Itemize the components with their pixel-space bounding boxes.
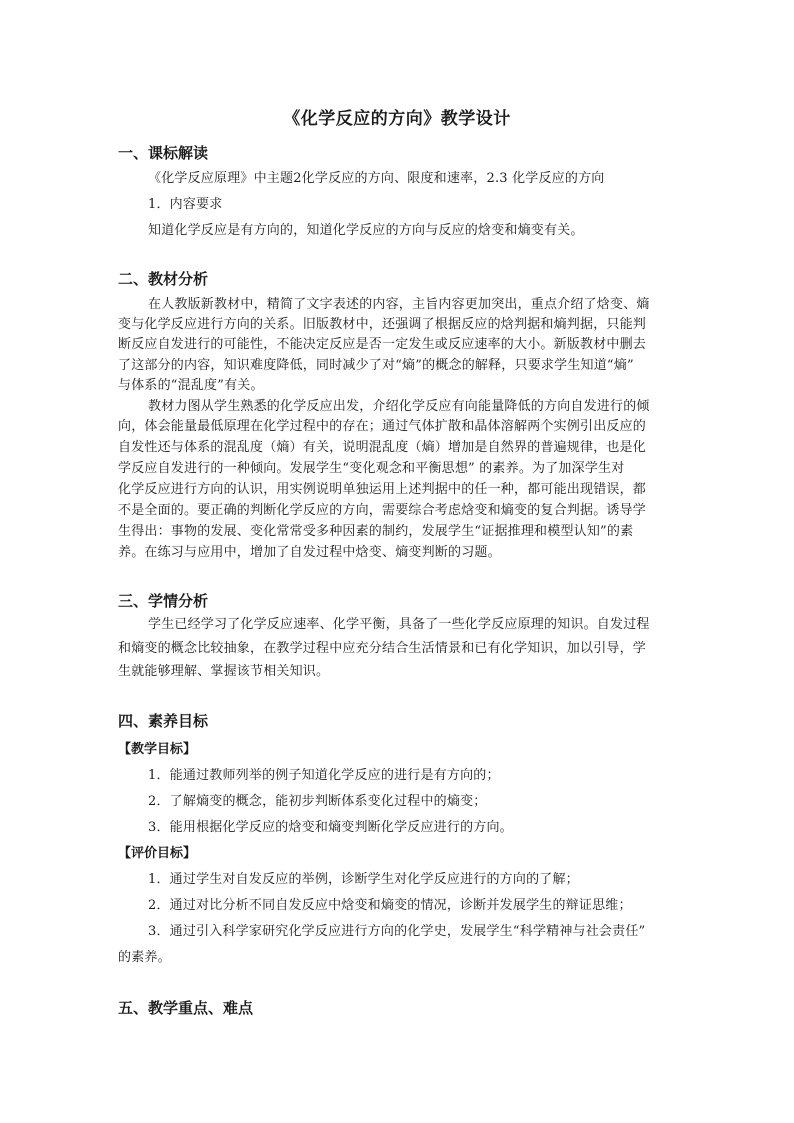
section-1-heading: 一、课标解读 — [118, 144, 209, 162]
paragraph-line: 和熵变的概念比较抽象，在教学过程中应充分结合生活情景和已有化学知识，加以引导，学 — [118, 641, 647, 656]
section-5-heading: 五、教学重点、难点 — [118, 999, 254, 1017]
paragraph-line: 养。在练习与应用中，增加了自发过程中焓变、熵变判断的习题。 — [118, 545, 501, 560]
document-title: 《化学反应的方向》教学设计 — [283, 109, 511, 129]
paragraph-line: 教材力图从学生熟悉的化学反应出发，介绍化学反应有向能量降低的方向自发进行的倾 — [148, 399, 650, 414]
section-4-heading: 四、素养目标 — [118, 712, 209, 730]
goal-item: 3．通过引入科学家研究化学反应进行方向的化学史，发展学生“科学精神与社会责任” — [148, 924, 646, 939]
paragraph-line: 生就能够理解、掌握该节相关知识。 — [118, 664, 330, 679]
paragraph-line: 了这部分的内容，知识难度降低，同时减少了对“熵”的概念的解释，只要求学生知道“熵” — [118, 358, 634, 373]
paragraph-line: 学生已经学习了化学反应速率、化学平衡，具备了一些化学反应原理的知识。自发过程 — [148, 617, 650, 632]
section-1-line: 1．内容要求 — [148, 197, 223, 212]
goal-item: 1．能通过教师列举的例子知道化学反应的进行是有方向的； — [148, 768, 500, 783]
section-1-line: 知道化学反应是有方向的，知道化学反应的方向与反应的焓变和熵变有关。 — [148, 223, 584, 238]
section-3-heading: 三、学情分析 — [118, 592, 209, 610]
paragraph-line: 生得出：事物的发展、变化常常受多种因素的制约，发展学生“证据推理和模型认知”的素 — [118, 524, 634, 539]
goal-item: 2．了解熵变的概念，能初步判断体系变化过程中的熵变； — [148, 794, 487, 809]
paragraph-line: 断反应自发进行的可能性，不能决定反应是否一定发生或反应速率的大小。新版教材中删去 — [118, 337, 647, 352]
paragraph-line: 向，体会能量最低原理在化学过程中的存在；通过气体扩散和晶体溶解两个实例引出反应的 — [118, 419, 647, 434]
goal-item: 3．能用根据化学反应的焓变和熵变判断化学反应进行的方向。 — [148, 820, 513, 835]
paragraph-line: 学反应自发进行的一种倾向。发展学生“变化观念和平衡思想” 的素养。为了加深学生对 — [118, 461, 625, 476]
evaluation-goals-label: 【评价目标】 — [118, 846, 197, 861]
paragraph-line: 与体系的“混乱度”有关。 — [118, 378, 264, 393]
paragraph-line: 化学反应进行方向的认识，用实例说明单独运用上述判据中的任一种，都可能出现错误，都 — [118, 482, 647, 497]
goal-item: 2．通过对比分析不同自发反应中焓变和熵变的情况，诊断并发展学生的辩证思维； — [148, 898, 632, 913]
paragraph-line: 不是全面的。要正确的判断化学反应的方向，需要综合考虑焓变和熵变的复合判据。诱导学 — [118, 503, 647, 518]
section-2-heading: 二、教材分析 — [118, 270, 209, 288]
paragraph-line: 在人教版新教材中，精简了文字表述的内容，主旨内容更加突出，重点介绍了焓变、熵 — [148, 297, 650, 312]
goal-item: 的素养。 — [118, 950, 171, 965]
paragraph-line: 自发性还与体系的混乱度（熵）有关，说明混乱度（熵）增加是自然界的普遍规律，也是化 — [118, 440, 647, 455]
goal-item: 1．通过学生对自发反应的举例，诊断学生对化学反应进行的方向的了解； — [148, 872, 579, 887]
teaching-goals-label: 【教学目标】 — [118, 742, 197, 757]
section-1-line: 《化学反应原理》中主题2化学反应的方向、限度和速率，2.3 化学反应的方向 — [148, 171, 605, 186]
paragraph-line: 变与化学反应进行方向的关系。旧版教材中，还强调了根据反应的焓判据和熵判据，只能判 — [118, 317, 647, 332]
